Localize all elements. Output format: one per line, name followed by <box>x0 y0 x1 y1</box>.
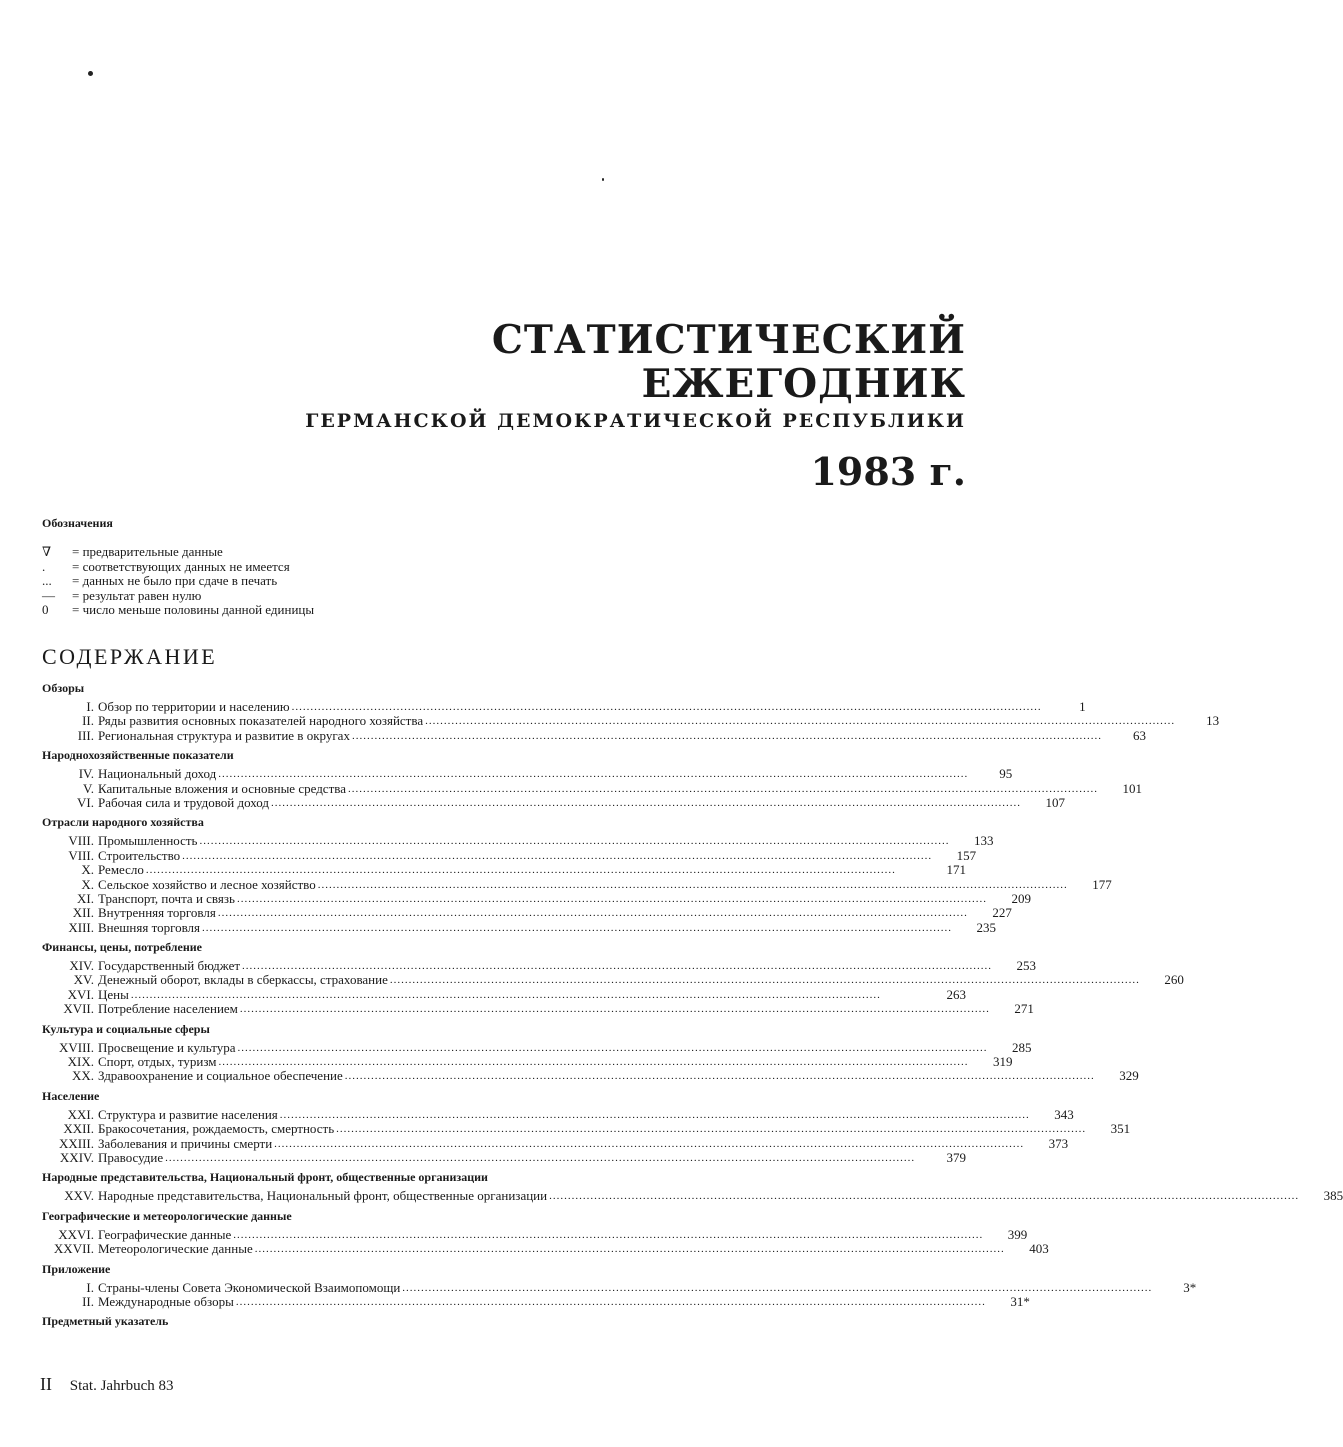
dot-leader: ........................................................................................................................................................................................................ <box>549 1190 1300 1203</box>
toc-section-entries <box>42 1279 1197 1310</box>
toc-entry-page: 385 <box>1323 1188 1343 1204</box>
toc-entry <box>42 1188 1343 1204</box>
toc-entry-number: I. <box>86 1279 94 1295</box>
toc-entry-page: 1 <box>1079 698 1086 714</box>
legend-symbol: — <box>42 587 55 603</box>
toc-entry-number: XIII. <box>68 919 94 935</box>
toc-entry-number: IV. <box>78 766 94 782</box>
toc-section-entries <box>42 958 1184 1017</box>
toc-entry-title: Ремесло <box>98 862 144 878</box>
legend-text: = результат равен нулю <box>72 587 202 603</box>
toc-entry <box>42 1226 1028 1242</box>
legend-text: = соответствующих данных не имеется <box>72 558 290 574</box>
toc-section-heading: Население <box>42 1088 100 1103</box>
legend-text: = предварительные данные <box>72 544 223 559</box>
toc-entry-page: 157 <box>956 847 977 863</box>
toc-entry-title: Промышленность <box>98 833 198 849</box>
toc-entry-number: X. <box>81 876 94 892</box>
toc-section-heading: Обзоры <box>42 681 85 695</box>
toc-entry <box>42 727 1146 743</box>
toc-entry <box>42 1135 1069 1151</box>
dot-leader: ........................................................................................................................................................................................................ <box>130 988 881 1001</box>
toc-entry-number: I. <box>86 698 94 714</box>
toc-entry <box>42 1068 1139 1084</box>
toc-entry <box>42 1151 966 1165</box>
toc-entry <box>42 1293 1030 1309</box>
toc-entry <box>42 1039 1032 1055</box>
legend-item <box>42 574 642 589</box>
dot-leader: ........................................................................................................................................................................................................ <box>218 768 969 781</box>
toc-entry-number: XIV. <box>69 958 94 974</box>
toc-entry-number: XXIII. <box>58 1135 94 1151</box>
toc-entry-number: X. <box>81 862 94 878</box>
toc-entry-title: Правосудие <box>98 1149 164 1165</box>
dot-leader: ........................................................................................................................................................................................................ <box>344 1070 1095 1083</box>
legend-symbol: 0 <box>42 602 49 617</box>
toc-entry-title: Здравоохранение и социальное обеспечение <box>98 1068 343 1084</box>
subtitle: ГЕРМАНСКОЙ ДЕМОКРАТИЧЕСКОЙ РЕСПУБЛИКИ <box>305 410 966 432</box>
dot-leader: ........................................................................................................................................................................................................ <box>235 1295 986 1308</box>
legend-item <box>42 589 642 604</box>
toc-entry-page: 209 <box>1011 890 1031 906</box>
toc-entry-title: Метеорологические данные <box>98 1241 253 1257</box>
toc-section-heading: Культура и социальные сферы <box>42 1021 210 1036</box>
toc-entry-number: XVI. <box>67 986 94 1002</box>
scan-speck <box>88 71 93 76</box>
toc-entry-number: XXVI. <box>58 1226 94 1242</box>
legend-symbol: . <box>42 558 46 574</box>
legend-text: = число меньше половины данной единицы <box>72 602 315 617</box>
toc-entry-page: 171 <box>946 862 966 878</box>
toc-entry-page: 13 <box>1206 713 1220 729</box>
dot-leader: ........................................................................................................................................................................................................ <box>425 715 1176 728</box>
toc-section-entries <box>42 833 1112 935</box>
toc-entry <box>42 794 1066 810</box>
toc-entry-number: XX. <box>71 1068 94 1084</box>
dot-leader: ........................................................................................................................................................................................................ <box>242 960 993 973</box>
toc-section-heading: Финансы, цены, потребление <box>42 940 202 955</box>
title-line-2: ЕЖЕГОДНИК <box>641 361 966 407</box>
toc-entry-number: XXII. <box>63 1121 94 1137</box>
legend-list <box>42 545 642 618</box>
toc-entry-title: Просвещение и культура <box>98 1039 236 1055</box>
toc-entry-title: Заболевания и причины смерти <box>98 1135 273 1151</box>
toc-entry-number: XV. <box>73 972 94 988</box>
toc-entry-title: Денежный оборот, вклады в сберкассы, страхование <box>98 972 388 988</box>
toc-entry-page: 107 <box>1045 794 1066 810</box>
toc-entry <box>42 833 994 849</box>
toc-entry <box>42 1106 1074 1122</box>
dot-leader: ........................................................................................................................................................................................................ <box>182 849 933 862</box>
toc-entry-page: 227 <box>992 905 1012 921</box>
toc-section-entries <box>42 1106 1131 1166</box>
toc-entry-page: 399 <box>1007 1226 1028 1242</box>
dot-leader: ........................................................................................................................................................................................................ <box>236 892 987 905</box>
dot-leader: ........................................................................................................................................................................................................ <box>145 864 896 877</box>
toc-entry-number: III. <box>77 727 94 743</box>
toc-entry <box>42 958 1037 974</box>
legend <box>42 515 642 618</box>
toc-entry <box>42 1241 1049 1257</box>
table-of-contents <box>42 680 1343 1329</box>
legend-item <box>42 603 642 618</box>
toc-entry-title: Капитальные вложения и основные средства <box>98 780 346 796</box>
toc-entry-page: 403 <box>1029 1241 1049 1257</box>
toc-entry-number: II. <box>82 713 94 729</box>
toc-entry-page: 373 <box>1048 1135 1069 1151</box>
toc-entry-title: Ряды развития основных показателей народного хозяйства <box>98 713 424 729</box>
dot-leader: ........................................................................................................................................................................................................ <box>291 700 1042 713</box>
toc-section-entries <box>42 1226 1049 1257</box>
toc-entry-page: 101 <box>1122 780 1142 796</box>
toc-entry <box>42 890 1031 906</box>
toc-entry-title: Государственный бюджет <box>98 958 241 974</box>
toc-entry <box>42 713 1220 729</box>
dot-leader: ........................................................................................................................................................................................................ <box>217 907 968 920</box>
toc-entry-title: Бракосочетания, рождаемость, смертность <box>98 1121 335 1137</box>
dot-leader: ........................................................................................................................................................................................................ <box>165 1151 916 1164</box>
toc-entry <box>42 698 1086 714</box>
legend-heading: Обозначения <box>42 516 113 530</box>
toc-entry-title: Строительство <box>98 847 181 863</box>
toc-entry-page: 235 <box>976 919 997 935</box>
toc-entry-page: 263 <box>946 986 966 1002</box>
toc-entry-page: 31* <box>1010 1293 1030 1309</box>
toc-section-heading: Отрасли народного хозяйства <box>42 815 204 830</box>
toc-entry-title: Цены <box>98 986 129 1002</box>
toc-entry-page: 253 <box>1016 958 1037 974</box>
toc-entry-number: XVIII. <box>58 1039 94 1055</box>
toc-entry-title: Внутренняя торговля <box>98 905 216 921</box>
toc-entry <box>42 780 1142 796</box>
toc-entry-title: Спорт, отдых, туризм <box>98 1054 217 1070</box>
dot-leader: ........................................................................................................................................................................................................ <box>389 974 1140 987</box>
toc-entry-number: XXIV. <box>59 1149 94 1165</box>
page-footer <box>40 1374 173 1396</box>
toc-entry-page: 319 <box>993 1054 1013 1070</box>
toc-entry-page: 260 <box>1164 972 1184 988</box>
legend-symbol: ∇ <box>42 544 52 559</box>
running-title: Stat. Jahrbuch 83 <box>69 1378 174 1394</box>
toc-entry <box>42 847 977 863</box>
toc-section-entries <box>42 1039 1139 1084</box>
dot-leader: ........................................................................................................................................................................................................ <box>237 1041 988 1054</box>
toc-entry-title: Международные обзоры <box>98 1293 234 1309</box>
toc-entry-page: 3* <box>1183 1279 1197 1295</box>
toc-entry <box>42 1054 1013 1070</box>
toc-entry-page: 177 <box>1092 876 1112 892</box>
toc-entry <box>42 988 966 1002</box>
dot-leader: ........................................................................................................................................................................................................ <box>402 1281 1153 1294</box>
toc-entry <box>42 972 1184 988</box>
toc-entry-page: 343 <box>1054 1106 1074 1122</box>
dot-leader: ........................................................................................................................................................................................................ <box>271 796 1022 809</box>
toc-entry-page: 285 <box>1012 1039 1032 1055</box>
toc-entry-page: 329 <box>1119 1068 1139 1084</box>
toc-entry-title: Географические данные <box>98 1226 232 1242</box>
toc-section-entries <box>42 1188 1343 1204</box>
toc-entry-page: 271 <box>1014 1001 1034 1017</box>
toc-entry-number: XXVII. <box>53 1241 94 1257</box>
dot-leader: ........................................................................................................................................................................................................ <box>233 1228 984 1241</box>
dot-leader: ........................................................................................................................................................................................................ <box>254 1243 1005 1256</box>
toc-section-heading: Приложение <box>42 1261 111 1276</box>
toc-entry <box>42 1279 1197 1295</box>
toc-entry-number: VIII. <box>68 833 94 849</box>
title-block <box>305 318 966 502</box>
toc-entry <box>42 905 1012 921</box>
toc-entry-title: Рабочая сила и трудовой доход <box>98 794 270 810</box>
toc-entry-title: Национальный доход <box>98 766 217 782</box>
legend-symbol: ... <box>42 573 52 588</box>
toc-section-heading: Народные представительства, Национальный фронт, общественные организации <box>42 1170 488 1185</box>
dot-leader: ........................................................................................................................................................................................................ <box>336 1123 1087 1136</box>
toc-entry-title: Потребление населением <box>98 1001 238 1017</box>
toc-entry-page: 95 <box>999 766 1013 782</box>
toc-entry-number: XXI. <box>67 1106 94 1122</box>
toc-entry-page: 63 <box>1132 727 1146 743</box>
toc-section-heading: Географические и метеорологические данные <box>42 1208 292 1223</box>
toc-entry-number: XIX. <box>67 1054 94 1070</box>
toc-entry-title: Региональная структура и развитие в округах <box>98 727 350 743</box>
toc-entry-page: 133 <box>974 833 994 849</box>
toc-entry <box>42 876 1112 892</box>
toc-entry-title: Сельское хозяйство и лесное хозяйство <box>98 876 316 892</box>
toc-section-heading: Народнохозяйственные показатели <box>42 748 234 763</box>
toc-entry-title: Народные представительства, Национальный фронт, общественные организации <box>98 1188 548 1204</box>
toc-entry-title: Структура и развитие населения <box>98 1106 278 1122</box>
dot-leader: ........................................................................................................................................................................................................ <box>202 921 953 934</box>
dot-leader: ........................................................................................................................................................................................................ <box>279 1108 1030 1121</box>
contents-title: СОДЕРЖАНИЕ <box>42 644 218 669</box>
toc-entry <box>42 1001 1034 1017</box>
toc-entry-number: XXV. <box>64 1188 94 1204</box>
toc-entry <box>42 863 966 877</box>
toc-entry-number: XI. <box>77 890 94 906</box>
dot-leader: ........................................................................................................................................................................................................ <box>348 782 1098 795</box>
dot-leader: ........................................................................................................................................................................................................ <box>239 1003 990 1016</box>
toc-section-entries <box>42 698 1220 743</box>
toc-entry-title: Внешняя торговля <box>98 919 201 935</box>
toc-section-entries <box>42 766 1142 810</box>
title-line-1: СТАТИСТИЧЕСКИЙ <box>491 317 966 363</box>
toc-entry-number: II. <box>82 1293 94 1309</box>
toc-section-heading: Предметный указатель <box>42 1314 169 1329</box>
dot-leader: ........................................................................................................................................................................................................ <box>274 1137 1025 1150</box>
toc-entry-number: XII. <box>72 905 94 921</box>
toc-entry-number: XVII. <box>63 1001 94 1017</box>
toc-entry-title: Обзор по территории и населению <box>98 698 290 714</box>
toc-entry-number: VI. <box>77 794 94 810</box>
dot-leader: ........................................................................................................................................................................................................ <box>317 878 1068 891</box>
legend-item <box>42 560 642 575</box>
toc-entry-number: V. <box>83 780 94 796</box>
dot-leader: ........................................................................................................................................................................................................ <box>199 835 950 848</box>
legend-text: = данных не было при сдаче в печать <box>72 573 278 588</box>
toc-entry-page: 351 <box>1110 1121 1131 1137</box>
toc-entry-title: Транспорт, почта и связь <box>98 890 235 906</box>
scan-speck <box>602 178 604 181</box>
toc-entry-page: 379 <box>946 1149 966 1165</box>
toc-entry-number: VIII. <box>68 847 94 863</box>
year: 1983 г. <box>810 449 966 494</box>
toc-entry <box>42 919 997 935</box>
toc-entry <box>42 766 1013 782</box>
toc-entry-title: Страны-члены Совета Экономической Взаимопомощи <box>98 1279 401 1295</box>
dot-leader: ........................................................................................................................................................................................................ <box>218 1056 969 1069</box>
legend-item <box>42 545 642 560</box>
page-number: II <box>40 1374 52 1394</box>
toc-entry <box>42 1121 1131 1137</box>
dot-leader: ........................................................................................................................................................................................................ <box>351 729 1102 742</box>
